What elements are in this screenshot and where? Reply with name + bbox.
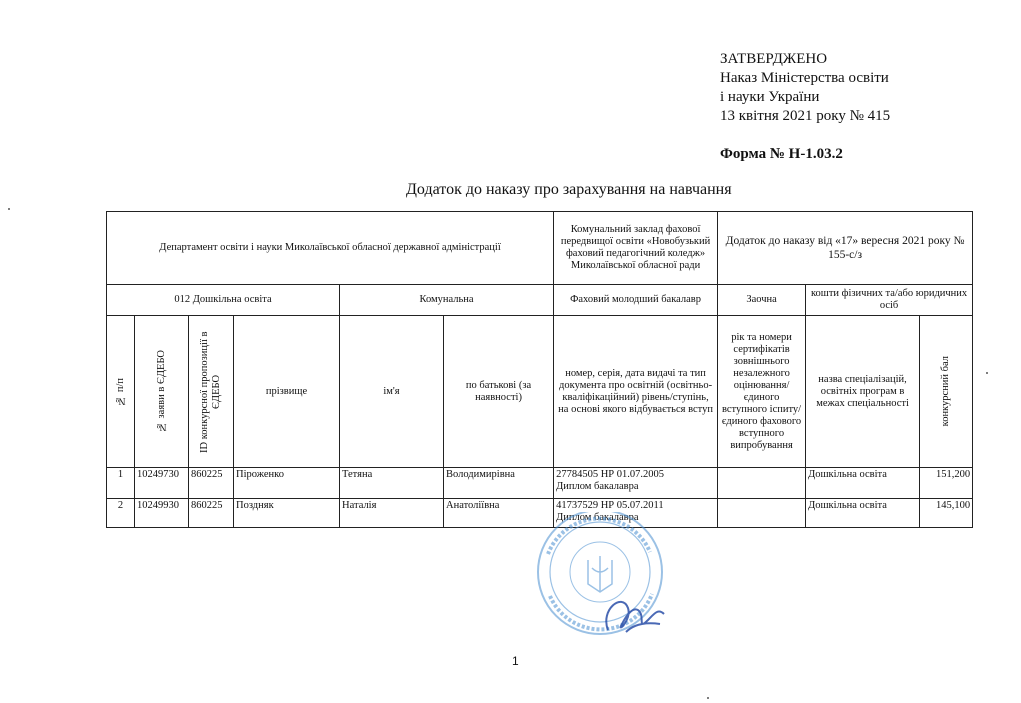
col-score-label: конкурсний бал [940,356,952,427]
row-document-number: 27784505 НР 01.07.2005 [556,469,664,480]
scan-speck [8,208,10,210]
row-offer-id: 860225 [189,499,234,528]
row-surname: Піроженко [234,468,340,499]
col-app-id-label: № заяви в ЄДЕБО [155,350,167,433]
enrollment-table [106,211,973,528]
scan-speck [986,372,988,374]
scan-speck [707,697,709,699]
row-patronymic: Анатоліївна [444,499,554,528]
order-line-1: Наказ Міністерства освіти [720,70,889,86]
col-header-name: ім'я [340,316,444,468]
row-document [554,499,718,528]
row-certificates [718,468,806,499]
study-form-cell: Заочна [718,285,806,316]
row-document [554,468,718,499]
row-patronymic: Володимирівна [444,468,554,499]
row-num: 2 [107,499,135,528]
ownership-cell: Комунальна [340,285,554,316]
approval-block [720,50,890,126]
col-header-document: номер, серія, дата видачі та тип документа про освітній (освітньо-кваліфікаційний) рівень/ступінь, на основі якого відбувається вступ [554,316,718,468]
department-cell: Департамент освіти і науки Миколаївської обласної державної адміністрації [107,212,554,285]
row-name: Тетяна [340,468,444,499]
col-header-num [107,316,135,468]
row-name: Наталія [340,499,444,528]
col-offer-id-label: ID конкурсної пропозиції в ЄДЕБО [199,330,222,453]
row-document-number: 41737529 НР 05.07.2011 [556,500,664,511]
row-num: 1 [107,468,135,499]
col-header-certificates: рік та номери сертифікатів зовнішнього незалежного оцінювання/ єдиного вступного іспиту/ єдиного фахового вступного випробування [718,316,806,468]
column-header-row [107,316,973,468]
row-specialization: Дошкільна освіта [806,499,920,528]
official-stamp-icon [530,512,700,662]
col-header-surname: прізвище [234,316,340,468]
row-score: 145,100 [920,499,973,528]
row-app-id: 10249930 [135,499,189,528]
col-header-score [920,316,973,468]
row-document-type: Диплом бакалавра [556,481,639,492]
institution-cell: Комунальний заклад фахової передвищої освіти «Новобузький фаховий педагогічний коледж» Миколаївської обласної ради [554,212,718,285]
document-title: Додаток до наказу про зарахування на навчання [406,181,732,198]
funding-cell: кошти фізичних та/або юридичних осіб [806,285,973,316]
table-row [107,499,973,528]
col-header-app-id [135,316,189,468]
row-certificates [718,499,806,528]
col-header-specialization: назва спеціалізацій, освітніх програм в межах спеціальності [806,316,920,468]
header-row-2 [107,285,973,316]
signature-mark [606,602,664,632]
approved-label: ЗАТВЕРДЖЕНО [720,51,828,67]
table-row [107,468,973,499]
row-offer-id: 860225 [189,468,234,499]
col-num-label: № п/п [114,377,126,406]
row-score: 151,200 [920,468,973,499]
form-number: Форма № Н-1.03.2 [720,146,843,162]
col-header-patronymic: по батькові (за наявності) [444,316,554,468]
order-line-2: і науки України [720,89,820,105]
page-number: 1 [512,654,519,668]
header-row-1 [107,212,973,285]
order-line-3: 13 квітня 2021 року № 415 [720,108,891,124]
row-surname: Поздняк [234,499,340,528]
order-ref-cell: Додаток до наказу від «17» вересня 2021 року № 155-с/з [718,212,973,285]
specialty-cell: 012 Дошкільна освіта [107,285,340,316]
row-app-id: 10249730 [135,468,189,499]
degree-cell: Фаховий молодший бакалавр [554,285,718,316]
col-header-offer-id [189,316,234,468]
row-specialization: Дошкільна освіта [806,468,920,499]
row-document-type: Диплом бакалавра [556,512,639,523]
